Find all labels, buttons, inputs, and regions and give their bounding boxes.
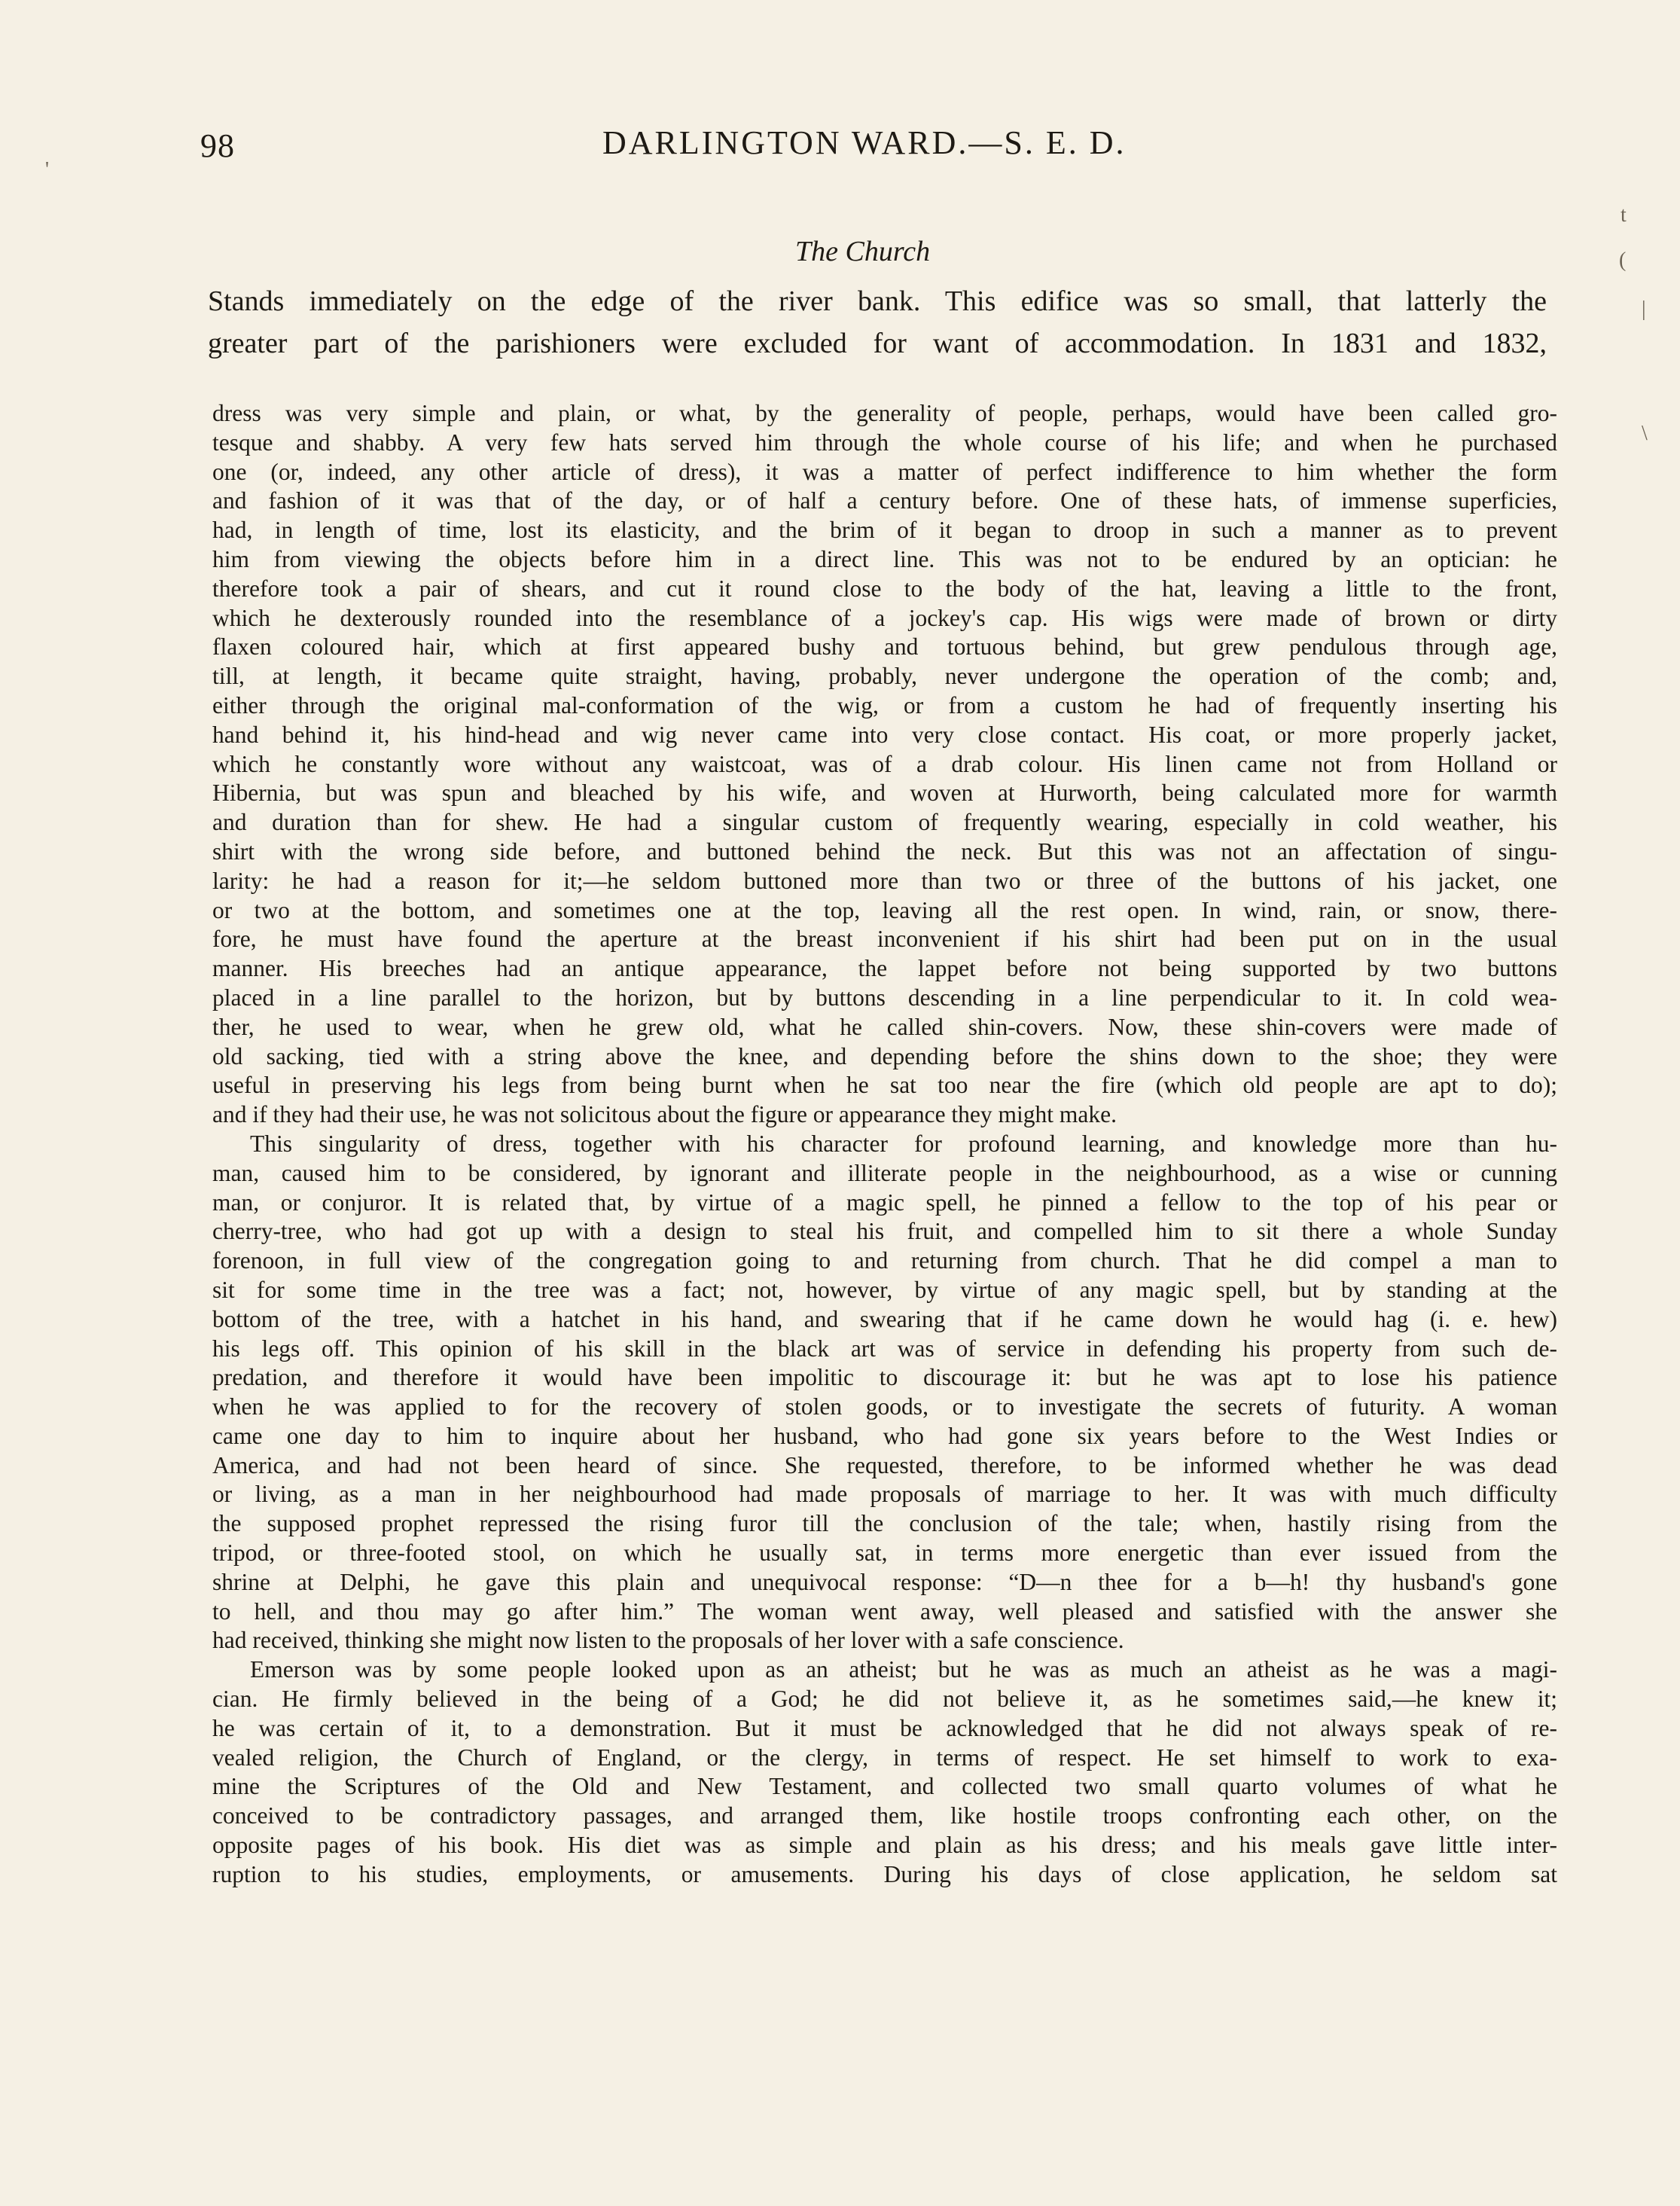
text-line: sit for some time in the tree was a fact; not, however, by virtue of any magic spell, but by standing at the <box>212 1276 1557 1303</box>
text-line: America, and had not been heard of since. She requested, therefore, to be informed whether he was dead <box>212 1451 1557 1478</box>
text-line: therefore took a pair of shears, and cut it round close to the body of the hat, leaving a little to the front, <box>212 575 1557 602</box>
text-line: flaxen coloured hair, which at first appeared bushy and tortuous behind, but grew pendulous through age, <box>212 633 1557 661</box>
text-line: old sacking, tied with a string above the knee, and depending before the shins down to the shoe; they were <box>212 1042 1557 1069</box>
text-line: came one day to him to inquire about her husband, who had gone six years before to the West Indies or <box>212 1422 1557 1449</box>
text-line: either through the original mal-conformation of the wig, or from a custom he had of frequently inserting his <box>212 691 1557 719</box>
text-line: cherry-tree, who had got up with a design to steal his fruit, and compelled him to sit there a whole Sunday <box>212 1218 1557 1245</box>
text-line: larity: he had a reason for it;—he seldom buttoned more than two or three of the buttons of his jacket, one <box>212 867 1557 894</box>
text-line: ruption to his studies, employments, or amusements. During his days of close application, he seldom sat <box>212 1860 1557 1887</box>
text-line: opposite pages of his book. His diet was as simple and plain as his dress; and his meals gave little inter- <box>212 1832 1557 1859</box>
text-line: to hell, and thou may go after him.” The woman went away, well pleased and satisfied with the answer she <box>212 1597 1557 1625</box>
text-line: dress was very simple and plain, or what, by the generality of people, perhaps, would have been called gro- <box>212 400 1557 426</box>
main-body-text <box>212 399 1557 1890</box>
text-line: placed in a line parallel to the horizon, but by buttons descending in a line perpendicular to it. In cold wea- <box>212 984 1557 1011</box>
text-line: cian. He firmly believed in the being of a God; he did not believe it, as he sometimes said,—he knew it; <box>212 1686 1557 1713</box>
text-line: hand behind it, his hind-head and wig never came into very close contact. His coat, or more properly jacket, <box>212 721 1557 748</box>
page-number: 98 <box>200 127 235 164</box>
text-line: vealed religion, the Church of England, or the clergy, in terms of respect. He set himself to work to exa- <box>212 1744 1557 1771</box>
text-line: mine the Scriptures of the Old and New Testament, and collected two small quarto volumes of what he <box>212 1773 1557 1800</box>
text-line: he was certain of it, to a demonstration. But it must be acknowledged that he did not always speak of re- <box>212 1714 1557 1741</box>
text-line: Stands immediately on the edge of the river bank. This edifice was so small, that latterly the <box>208 285 1547 317</box>
text-line: tesque and shabby. A very few hats served him through the whole course of his life; and when he purchased <box>212 429 1557 456</box>
text-line: ther, he used to wear, when he grew old, what he called shin-covers. Now, these shin-covers were made of <box>212 1013 1557 1040</box>
margin-mark: t <box>1621 203 1627 227</box>
text-line: one (or, indeed, any other article of dress), it was a matter of perfect indifference to him whether the form <box>212 458 1557 485</box>
church-paragraph <box>208 280 1547 365</box>
text-line: the supposed prophet repressed the rising furor till the conclusion of the tale; when, hastily rising from the <box>212 1510 1557 1537</box>
margin-mark: \ <box>1642 422 1648 445</box>
text-line: which he constantly wore without any waistcoat, was of a drab colour. His linen came not from Holland or <box>212 750 1557 777</box>
text-line: bottom of the tree, with a hatchet in his hand, and swearing that if he came down he would hag (i. e. hew) <box>212 1305 1557 1332</box>
text-line: man, or conjuror. It is related that, by virtue of a magic spell, he pinned a fellow to the top of his pear or <box>212 1188 1557 1216</box>
margin-mark: | <box>1642 297 1646 321</box>
text-line: till, at length, it became quite straight, having, probably, never undergone the operation of the comb; and, <box>212 663 1557 690</box>
margin-mark: ' <box>45 158 50 182</box>
text-line: shrine at Delphi, he gave this plain and unequivocal response: “D—n thee for a b—h! thy husband's gone <box>212 1568 1557 1595</box>
text-line: his legs off. This opinion of his skill in the black art was of service in defending his property from such de- <box>212 1335 1557 1362</box>
text-line: had, in length of time, lost its elasticity, and the brim of it began to droop in such a manner as to prevent <box>212 517 1557 544</box>
section-title: The Church <box>795 236 931 267</box>
text-line: and duration than for shew. He had a singular custom of frequently wearing, especially in cold weather, his <box>212 809 1557 836</box>
text-line: manner. His breeches had an antique appearance, the lappet before not being supported by two buttons <box>212 955 1557 982</box>
text-line: or living, as a man in her neighbourhood had made proposals of marriage to her. It was with much difficulty <box>212 1481 1557 1508</box>
running-head: DARLINGTON WARD.—S. E. D. <box>602 124 1127 161</box>
text-line: him from viewing the objects before him in a direct line. This was not to be endured by an optician: he <box>212 545 1557 572</box>
text-line: fore, he must have found the aperture at the breast inconvenient if his shirt had been put on in the usual <box>212 926 1557 953</box>
text-line: greater part of the parishioners were excluded for want of accommodation. In 1831 and 1832, <box>208 328 1547 359</box>
margin-mark: ( <box>1619 249 1627 272</box>
text-line: conceived to be contradictory passages, and arranged them, like hostile troops confronting each other, on the <box>212 1802 1557 1829</box>
text-line: useful in preserving his legs from being burnt when he sat too near the fire (which old people are apt to do); <box>212 1072 1557 1099</box>
text-line: tripod, or three-footed stool, on which he usually sat, in terms more energetic than ever issued from the <box>212 1539 1557 1567</box>
text-line: man, caused him to be considered, by ignorant and illiterate people in the neighbourhood, as a wise or cunning <box>212 1159 1557 1186</box>
text-line: when he was applied to for the recovery of stolen goods, or to investigate the secrets of futurity. A woman <box>212 1393 1557 1420</box>
text-line: Emerson was by some people looked upon as an atheist; but he was as much an atheist as he was a magi- <box>250 1656 1557 1683</box>
text-line: had received, thinking she might now listen to the proposals of her lover with a safe conscience. <box>212 1627 1124 1654</box>
text-line: Hibernia, but was spun and bleached by his wife, and woven at Hurworth, being calculated more for warmth <box>212 780 1557 807</box>
text-line: or two at the bottom, and sometimes one at the top, leaving all the rest open. In wind, rain, or snow, there- <box>212 896 1557 923</box>
text-line: shirt with the wrong side before, and buttoned behind the neck. But this was not an affectation of singu- <box>212 838 1557 865</box>
text-line: This singularity of dress, together with his character for profound learning, and knowledge more than hu- <box>250 1130 1557 1157</box>
text-line: and if they had their use, he was not solicitous about the figure or appearance they might make. <box>212 1101 1117 1128</box>
text-line: and fashion of it was that of the day, or of half a century before. One of these hats, of immense superficies, <box>212 487 1557 514</box>
text-line: forenoon, in full view of the congregation going to and returning from church. That he did compel a man to <box>212 1247 1557 1274</box>
text-line: which he dexterously rounded into the resemblance of a jockey's cap. His wigs were made of brown or dirty <box>212 604 1557 631</box>
text-line: predation, and therefore it would have been impolitic to discourage it: but he was apt to lose his patience <box>212 1364 1557 1391</box>
